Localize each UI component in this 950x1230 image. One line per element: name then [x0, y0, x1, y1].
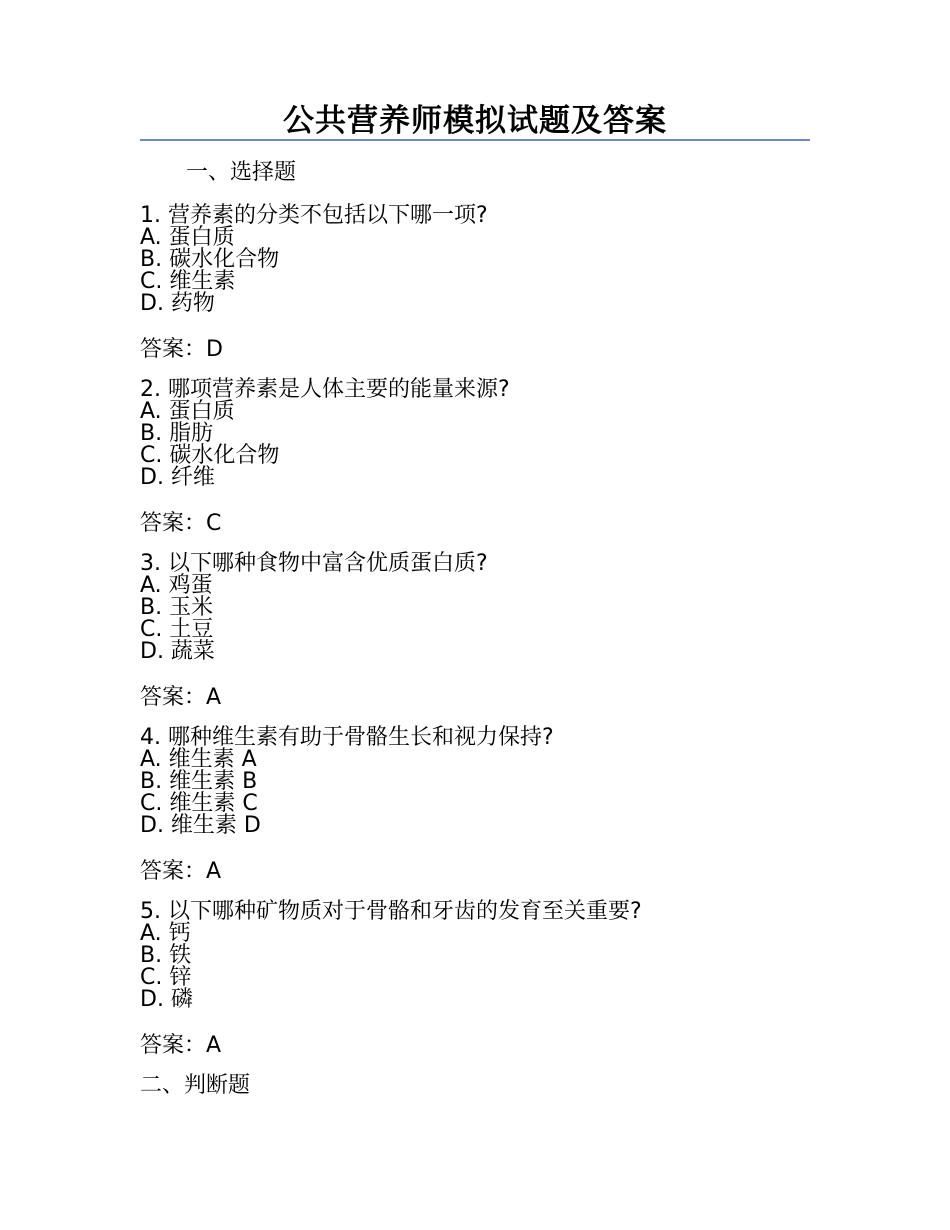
option-list [140, 749, 820, 837]
option-c: C. 锌 [140, 965, 192, 990]
question-text: 1. 营养素的分类不包括以下哪一项? [140, 203, 488, 228]
option-list [140, 923, 820, 1011]
option-b: B. 脂肪 [140, 421, 214, 446]
option-d: D. 纤维 [140, 465, 215, 490]
answer-line: 答案：A [140, 685, 222, 710]
question-2 [140, 379, 820, 537]
option-c: C. 维生素 C [140, 791, 258, 816]
question-4 [140, 727, 820, 885]
question-text: 2. 哪项营养素是人体主要的能量来源? [140, 377, 510, 402]
option-b: B. 碳水化合物 [140, 247, 280, 272]
question-1 [140, 205, 820, 363]
option-a: A. 蛋白质 [140, 225, 235, 250]
option-d: D. 蔬菜 [140, 639, 215, 664]
question-3 [140, 553, 820, 711]
answer-line: 答案：A [140, 1033, 222, 1058]
option-b: B. 铁 [140, 943, 192, 968]
option-list [140, 401, 820, 489]
option-c: C. 维生素 [140, 269, 236, 294]
option-c: C. 碳水化合物 [140, 443, 280, 468]
section-heading-multiple-choice: 一、选择题 [186, 160, 297, 185]
option-list [140, 227, 820, 315]
option-d: D. 维生素 D [140, 813, 261, 838]
question-text: 4. 哪种维生素有助于骨骼生长和视力保持? [140, 725, 554, 750]
answer-line: 答案：C [140, 511, 222, 536]
answer-line: 答案：D [140, 337, 223, 362]
question-text: 3. 以下哪种食物中富含优质蛋白质? [140, 551, 488, 576]
question-text: 5. 以下哪种矿物质对于骨骼和牙齿的发育至关重要? [140, 899, 642, 924]
option-a: A. 蛋白质 [140, 399, 235, 424]
option-a: A. 维生素 A [140, 747, 257, 772]
option-d: D. 磷 [140, 987, 193, 1012]
answer-line: 答案：A [140, 859, 222, 884]
option-b: B. 玉米 [140, 595, 214, 620]
question-5 [140, 901, 820, 1059]
section-heading-true-false: 二、判断题 [140, 1073, 251, 1098]
document-title: 公共营养师模拟试题及答案 [283, 103, 667, 139]
option-list [140, 575, 820, 663]
option-a: A. 钙 [140, 921, 191, 946]
title-underline [140, 139, 810, 141]
option-b: B. 维生素 B [140, 769, 258, 794]
option-c: C. 土豆 [140, 617, 214, 642]
option-d: D. 药物 [140, 291, 215, 316]
option-a: A. 鸡蛋 [140, 573, 213, 598]
